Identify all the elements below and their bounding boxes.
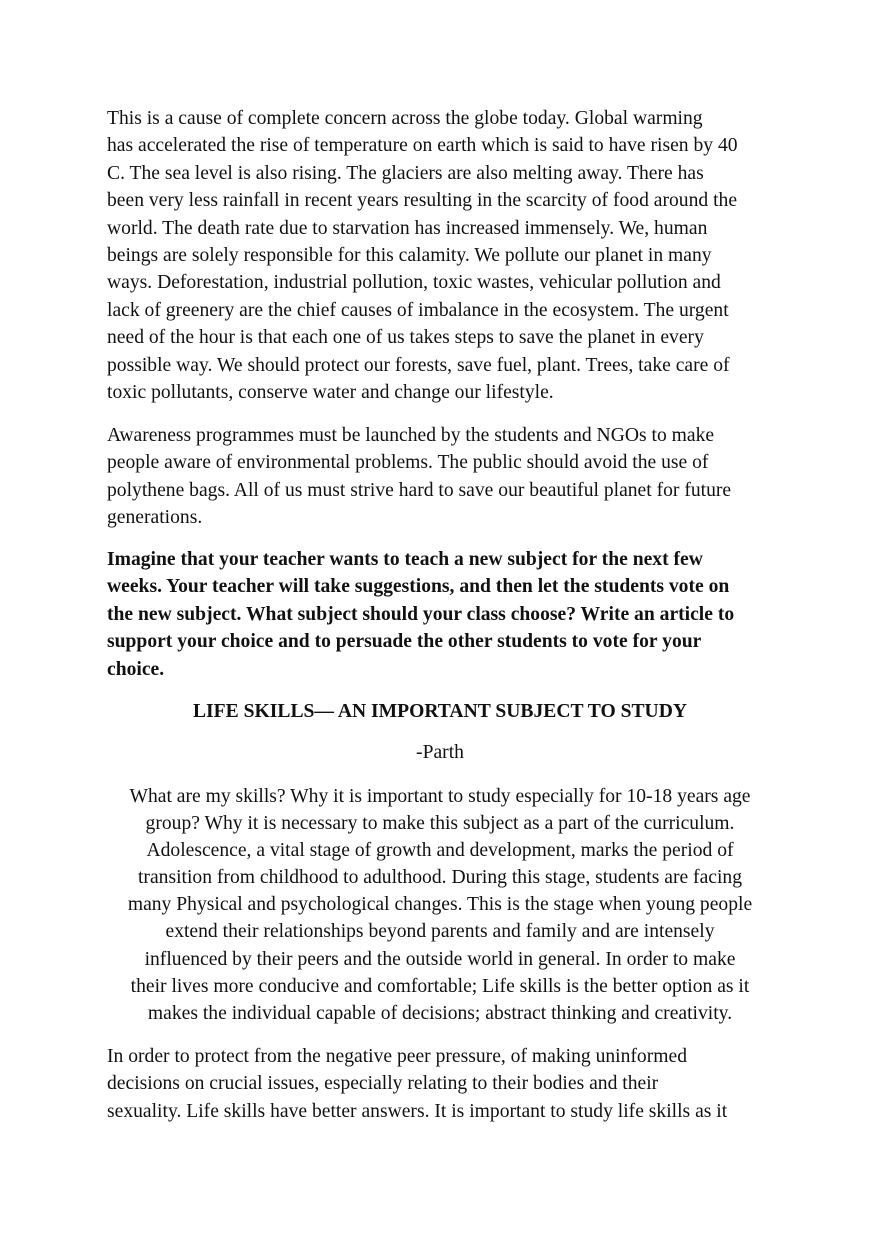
text-line: In order to protect from the negative peer pressure, of making uninformed — [107, 1046, 687, 1067]
text-line: world. The death rate due to starvation has increased immensely. We, human — [107, 217, 708, 239]
text-line: their lives more conducive and comfortable; Life skills is the better option as it — [130, 975, 750, 997]
paragraph-peer-pressure — [107, 1043, 787, 1125]
paragraph-life-skills-intro — [60, 783, 820, 1027]
text-line: polythene bags. All of us must strive hard to save our beautiful planet for future — [107, 479, 732, 501]
text-line: possible way. We should protect our forests, save fuel, plant. Trees, take care of — [107, 354, 730, 376]
text-line: Awareness programmes must be launched by the students and NGOs to make — [107, 425, 715, 446]
paragraph-global-warming — [107, 105, 787, 406]
text-line: Adolescence, a vital stage of growth and development, marks the period of — [146, 840, 734, 862]
text-line: makes the individual capable of decisions; abstract thinking and creativity. — [147, 1002, 733, 1024]
text-line: choice. — [107, 658, 165, 680]
text-line: toxic pollutants, conserve water and change our lifestyle. — [107, 382, 554, 404]
text-line: extend their relationships beyond parents and family and are intensely — [165, 921, 715, 943]
text-line: decisions on crucial issues, especially relating to their bodies and their — [107, 1073, 659, 1095]
paragraph-awareness — [107, 422, 787, 532]
text-line: beings are solely responsible for this calamity. We pollute our planet in many — [107, 245, 712, 267]
text-line: ways. Deforestation, industrial pollution, toxic wastes, vehicular pollution and — [107, 272, 721, 294]
text-line: transition from childhood to adulthood. During this stage, students are facing — [137, 867, 743, 889]
text-line: C. The sea level is also rising. The glaciers are also melting away. There has — [107, 162, 704, 184]
text-line: This is a cause of complete concern across the globe today. Global warming — [107, 108, 703, 129]
text-line: has accelerated the rise of temperature on earth which is said to have risen by 40 — [107, 135, 738, 157]
text-line: What are my skills? Why it is important to study especially for 10-18 years age — [129, 786, 751, 807]
text-line: group? Why it is necessary to make this subject as a part of the curriculum. — [145, 813, 735, 835]
text-line: support your choice and to persuade the other students to vote for your — [107, 631, 702, 653]
text-line: many Physical and psychological changes. This is the stage when young people — [127, 894, 753, 916]
text-line: lack of greenery are the chief causes of imbalance in the ecosystem. The urgent — [107, 299, 729, 321]
text-line: been very less rainfall in recent years resulting in the scarcity of food around the — [107, 190, 738, 212]
text-line: need of the hour is that each one of us takes steps to save the planet in every — [107, 327, 704, 349]
text-line: generations. — [107, 507, 203, 529]
text-line: sexuality. Life skills have better answers. It is important to study life skills as it — [107, 1100, 728, 1122]
text-line: Imagine that your teacher wants to teach a new subject for the next few — [107, 549, 703, 570]
text-line: weeks. Your teacher will take suggestions, and then let the students vote on — [107, 576, 730, 598]
article-title: LIFE SKILLS— AN IMPORTANT SUBJECT TO STUDY — [192, 701, 687, 722]
text-line: people aware of environmental problems. The public should avoid the use of — [107, 452, 709, 474]
text-line: the new subject. What subject should your class choose? Write an article to — [107, 603, 735, 625]
text-line: influenced by their peers and the outside world in general. In order to make — [144, 948, 736, 970]
article-author: -Parth — [416, 742, 464, 763]
question-prompt — [107, 546, 787, 683]
